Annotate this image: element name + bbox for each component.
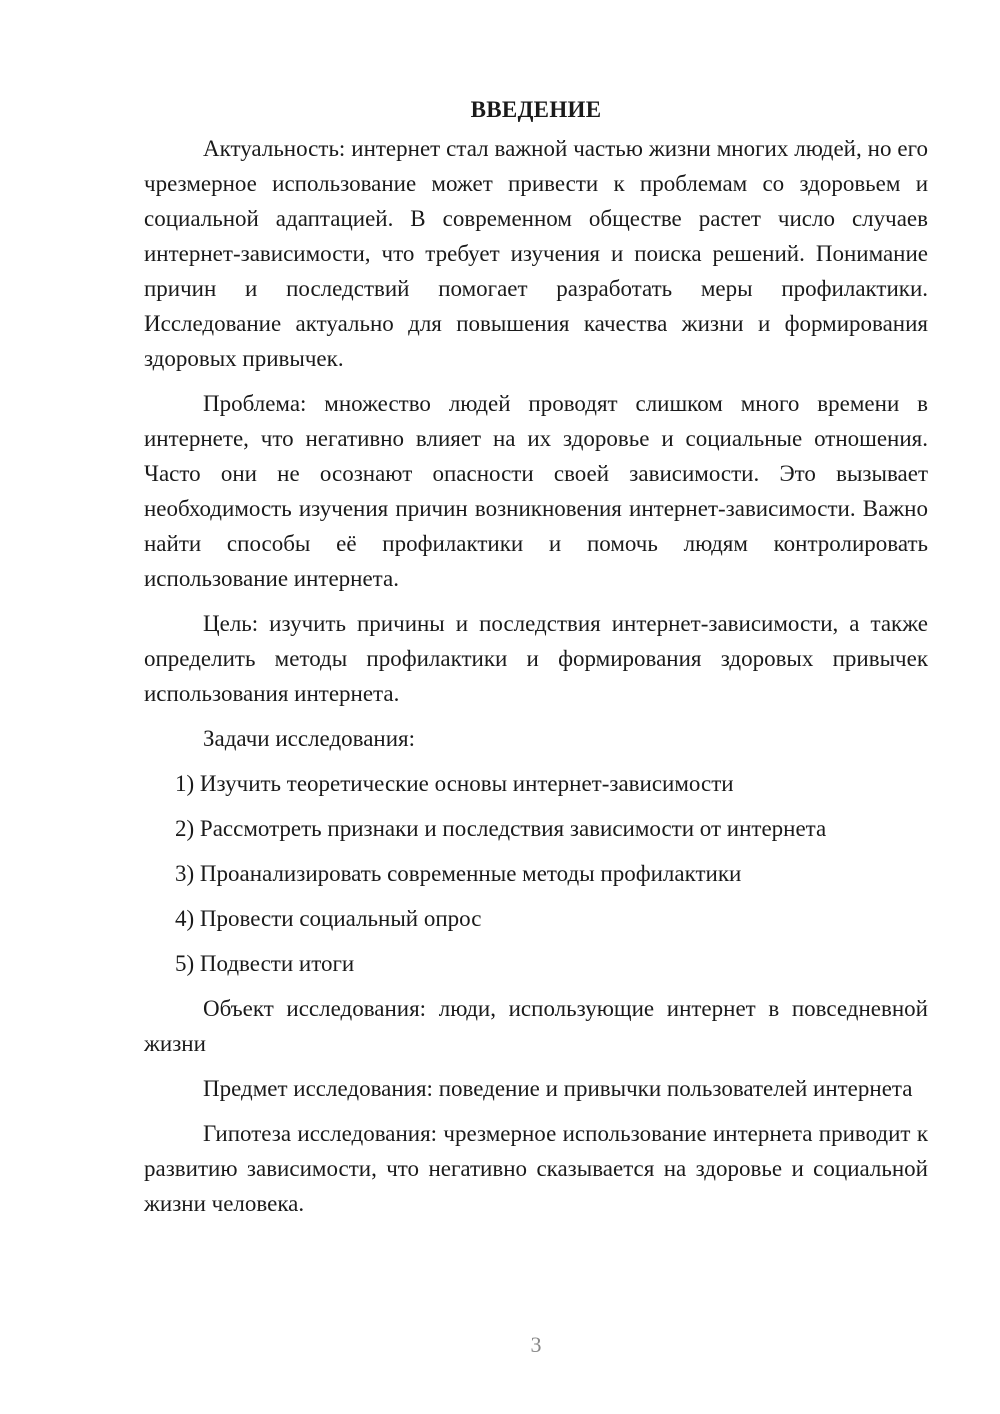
task-list — [144, 766, 928, 981]
relevance-paragraph: Актуальность: интернет стал важной частью жизни многих людей, но его чрезмерное использование может привести к проблемам со здоровьем и социальной адаптацией. В современном обществе растет число случаев интернет-зависимости, что требует изучения и поиска решений. Понимание причин и последствий помогает разработать меры профилактики. Исследование актуально для повышения качества жизни и формирования здоровых привычек. — [144, 136, 928, 371]
task-item-5: 5) Подвести итоги — [175, 951, 355, 976]
tasks-title: Задачи исследования: — [203, 726, 416, 751]
object-paragraph: Объект исследования: люди, использующие интернет в повседневной жизни — [144, 996, 928, 1056]
page-number: 3 — [530, 1332, 542, 1357]
task-item-1: 1) Изучить теоретические основы интернет-зависимости — [175, 771, 734, 796]
hypothesis-paragraph: Гипотеза исследования: чрезмерное использование интернета приводит к развитию зависимости, что негативно сказывается на здоровье и социальной жизни человека. — [144, 1121, 928, 1216]
task-item-2: 2) Рассмотреть признаки и последствия зависимости от интернета — [175, 816, 827, 841]
page-content — [144, 92, 928, 1221]
task-item-4: 4) Провести социальный опрос — [175, 906, 482, 931]
subject-paragraph: Предмет исследования: поведение и привычки пользователей интернета — [203, 1076, 913, 1101]
problem-paragraph: Проблема: множество людей проводят слишком много времени в интернете, что негативно влияет на их здоровье и социальные отношения. Часто они не осознают опасности своей зависимости. Это вызывает необходимость изучения причин возникновения интернет-зависимости. Важно найти способы её профилактики и помочь людям контролировать использование интернета. — [144, 391, 928, 591]
task-item-3: 3) Проанализировать современные методы профилактики — [175, 861, 742, 886]
goal-paragraph: Цель: изучить причины и последствия интернет-зависимости, а также определить методы профилактики и формирования здоровых привычек использования интернета. — [144, 611, 928, 706]
section-heading: ВВЕДЕНИЕ — [470, 97, 602, 122]
